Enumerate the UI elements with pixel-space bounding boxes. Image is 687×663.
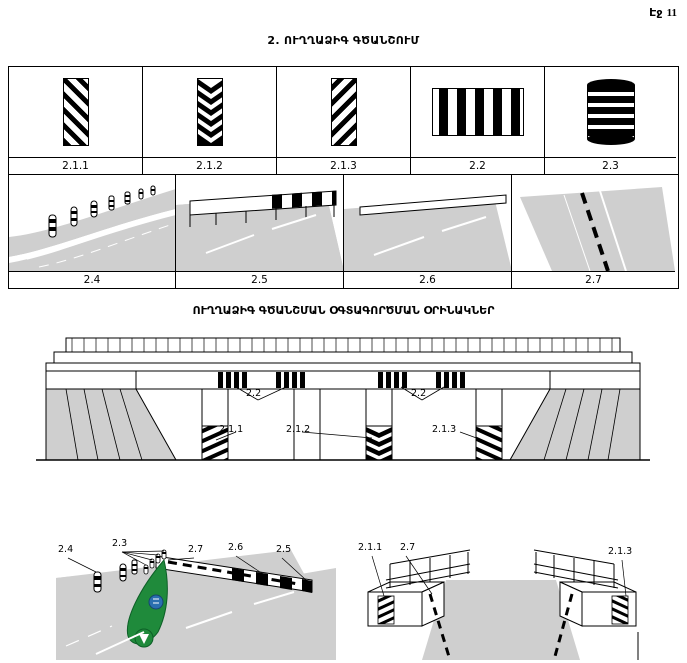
callout-2-1-3: 2.1.3 [432, 424, 457, 435]
vertical-bars-sign-icon [432, 88, 524, 136]
label-2-5: 2.5 [176, 271, 344, 288]
marking-table [8, 66, 679, 289]
roadside-posts-scene-icon [9, 175, 176, 271]
cell-2-1-2 [143, 67, 277, 157]
label-2-2: 2.2 [411, 157, 545, 174]
callout-2-1-2: 2.1.2 [286, 424, 311, 435]
callout-overpass-2-7: 2.7 [400, 542, 416, 553]
cell-2-3 [545, 67, 676, 157]
bridge-diagram [36, 330, 650, 485]
scene-2-4 [9, 175, 176, 271]
guardrail-striped-scene-icon [176, 175, 344, 271]
section-title: 2. ՈՒՂՂԱՁԻԳ ԳԾԱՆՇՈՒՄ [267, 34, 420, 47]
scene-2-5 [176, 175, 344, 271]
diagonal-stripe-sign-right-icon [63, 78, 89, 146]
scene-2-7 [512, 175, 675, 271]
page-header-label: Էջ [649, 6, 663, 19]
striped-cylinder-post-icon [587, 79, 635, 145]
callout-overpass-2-1-3: 2.1.3 [608, 546, 633, 557]
label-2-3: 2.3 [545, 157, 676, 174]
examples-title: ՈՒՂՂԱՁԻԳ ԳԾԱՆՇՄԱՆ ՕԳՏԱԳՈՐԾՄԱՆ ՕՐԻՆԱԿՆԵՐ [192, 304, 495, 317]
callout-2-1-1: 2.1.1 [219, 424, 244, 435]
marking-row-scenes-labels [9, 271, 678, 288]
callout-2-4: 2.4 [58, 544, 74, 555]
callout-2-6: 2.6 [228, 542, 244, 553]
callout-2-5: 2.5 [276, 544, 292, 555]
overpass-diagram [350, 520, 650, 660]
page-number: 11 [666, 7, 677, 19]
cell-2-1-1 [9, 67, 143, 157]
scene-2-6 [344, 175, 512, 271]
callout-2-3: 2.3 [112, 538, 128, 549]
label-2-6: 2.6 [344, 271, 512, 288]
diagonal-stripe-sign-left-icon [331, 78, 357, 146]
label-2-4: 2.4 [9, 271, 176, 288]
callout-overpass-2-1-1: 2.1.1 [358, 542, 383, 553]
label-2-1-2: 2.1.2 [143, 157, 277, 174]
marking-row-scenes [9, 174, 678, 271]
curb-dashed-scene-icon [512, 175, 675, 271]
marking-row-signs [9, 67, 678, 157]
intersection-diagram [36, 520, 336, 660]
cell-2-2 [411, 67, 545, 157]
label-2-7: 2.7 [512, 271, 675, 288]
marking-row-signs-labels [9, 157, 678, 174]
callout-2-2-right: 2.2 [411, 388, 427, 399]
label-2-1-3: 2.1.3 [277, 157, 411, 174]
guardrail-plain-scene-icon [344, 175, 512, 271]
chevron-down-sign-icon [197, 78, 223, 146]
label-2-1-1: 2.1.1 [9, 157, 143, 174]
callout-2-7: 2.7 [188, 544, 204, 555]
callout-2-2-left: 2.2 [246, 388, 262, 399]
page-header [649, 6, 677, 19]
cell-2-1-3 [277, 67, 411, 157]
